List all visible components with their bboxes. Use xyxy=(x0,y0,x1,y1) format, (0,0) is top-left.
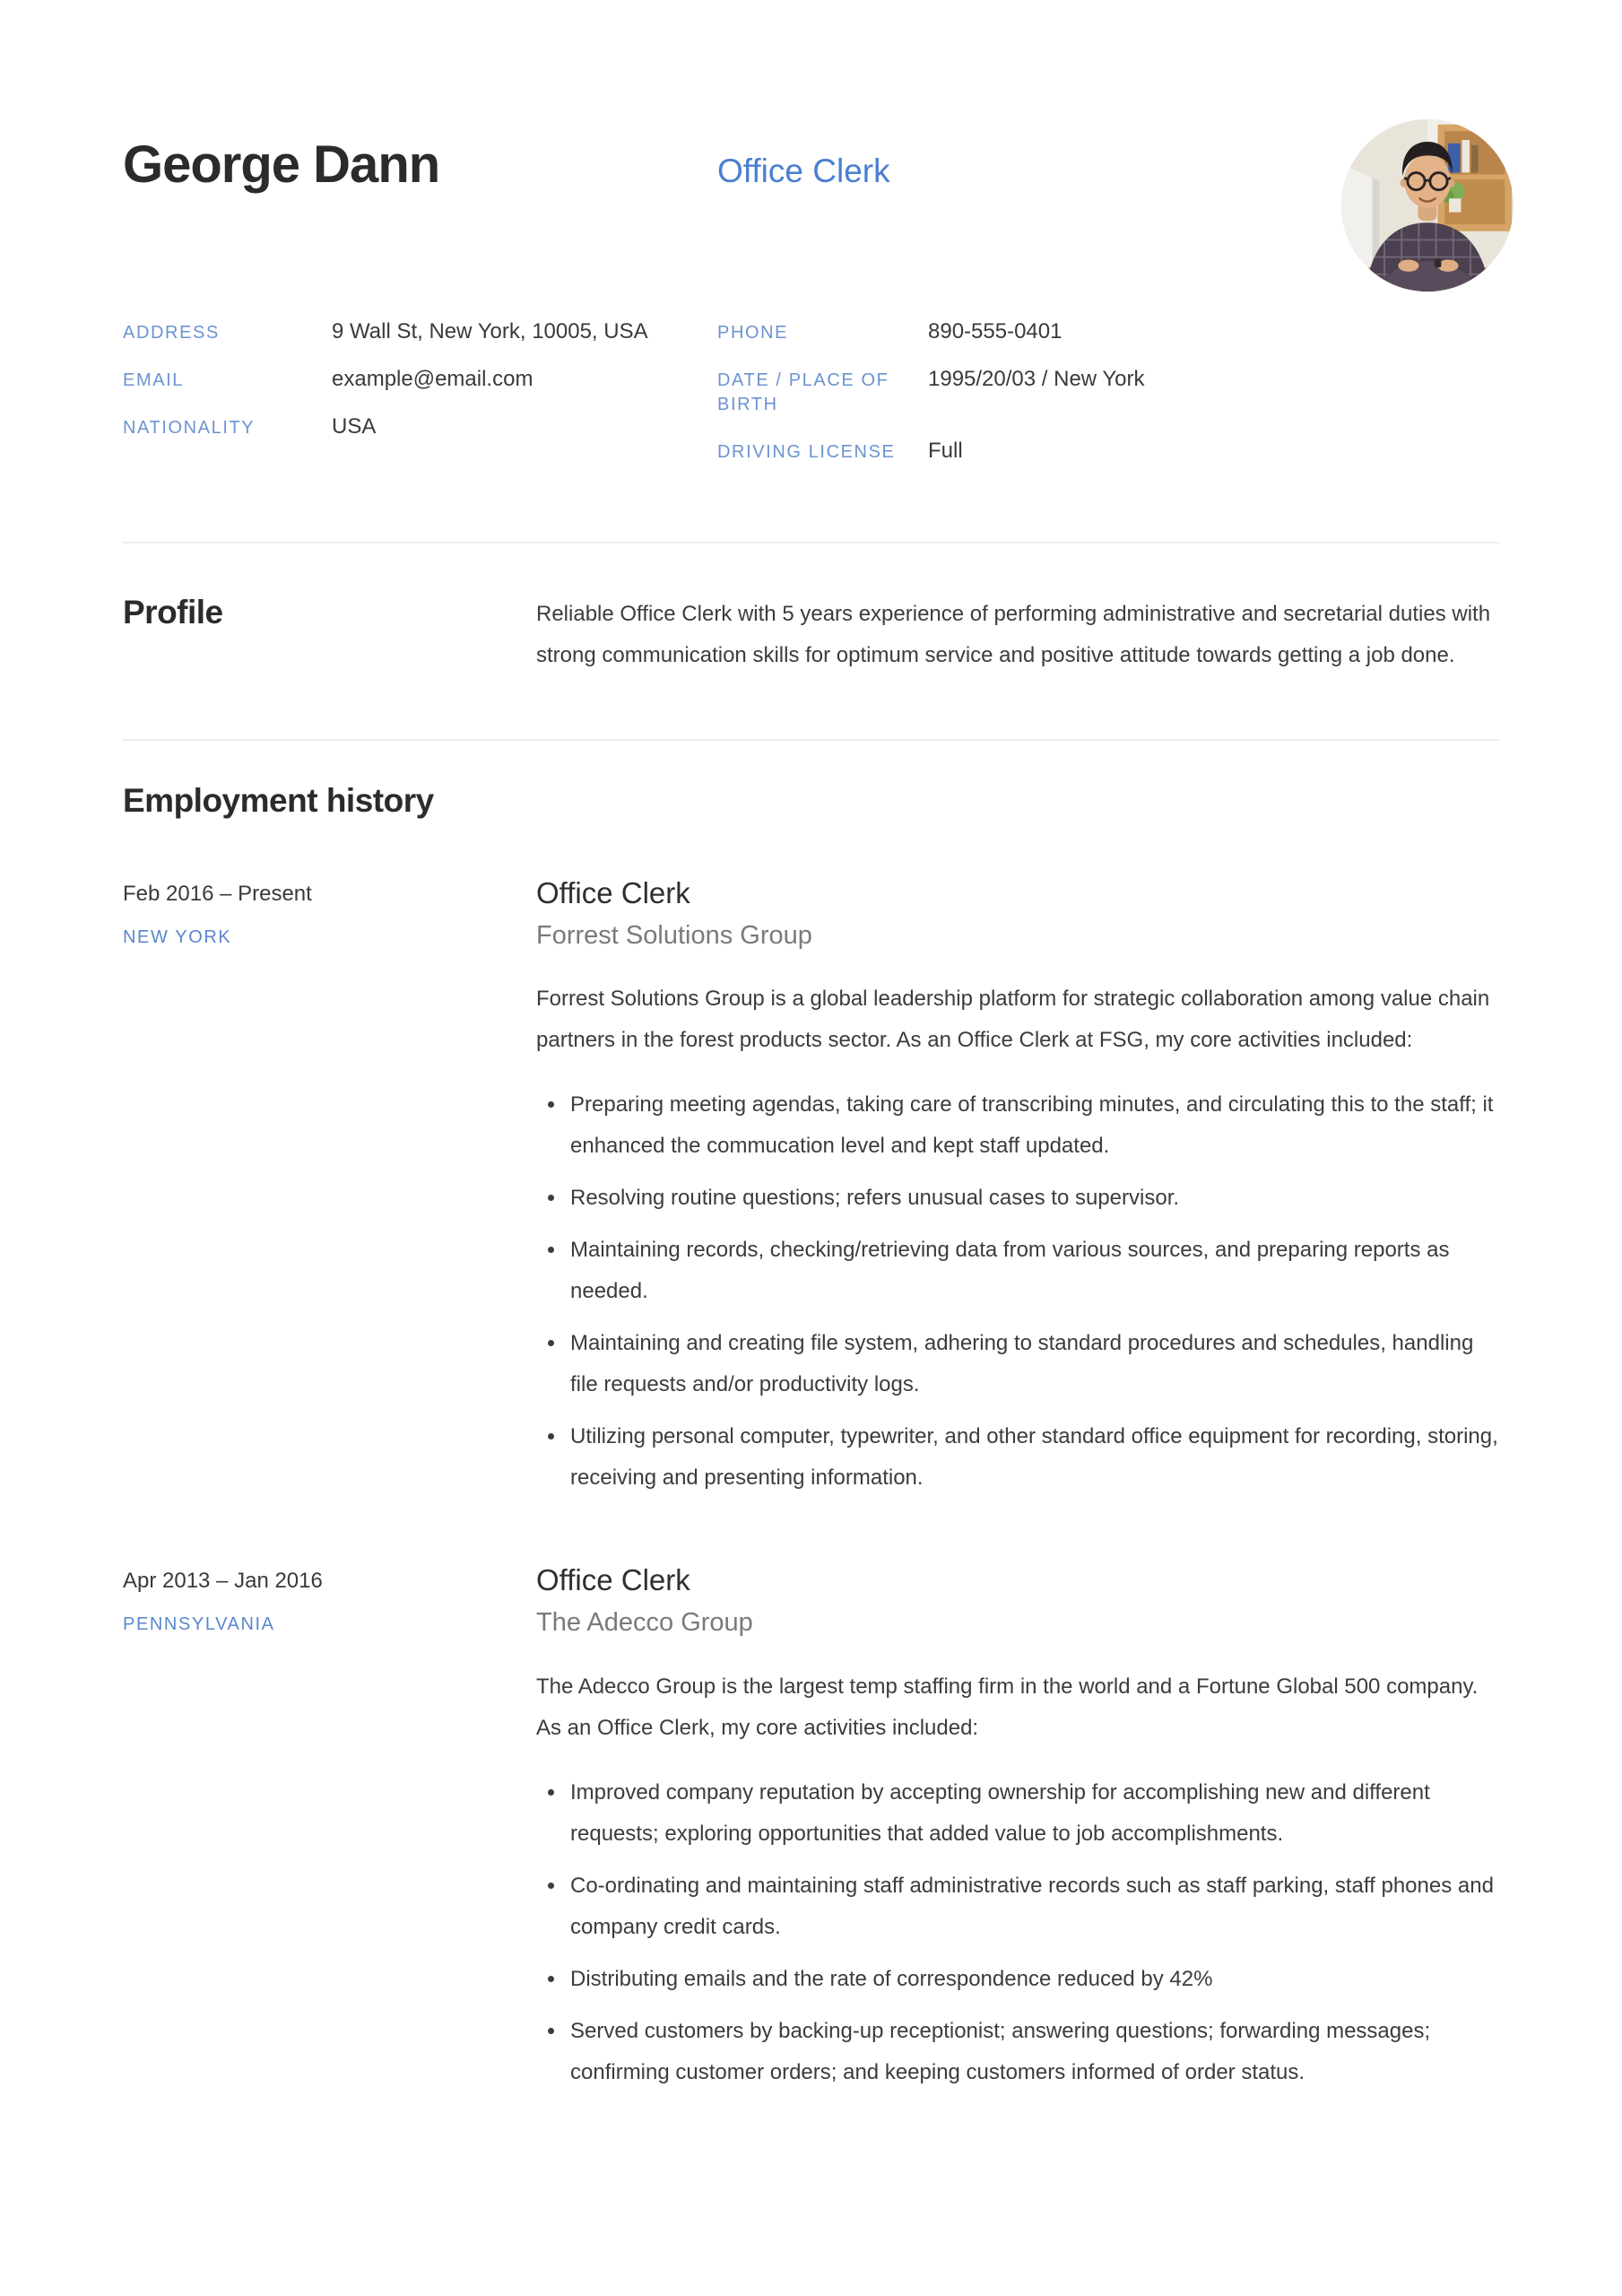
candidate-name: George Dann xyxy=(123,135,440,194)
employment-entry xyxy=(0,1561,1622,2104)
contact-label: DRIVING LICENSE xyxy=(717,441,896,462)
company-name: Forrest Solutions Group xyxy=(536,920,812,950)
section-divider xyxy=(123,739,1499,741)
contact-field-phone xyxy=(717,317,1499,345)
job-meta xyxy=(123,874,536,1510)
job-bullet: • Maintaining and creating file system, adhering to standard procedures and schedules, handling file requests and/or productivity logs. xyxy=(567,1323,1499,1405)
job-bullet-list xyxy=(536,1772,1499,2093)
contact-value: 890-555-0401 xyxy=(928,318,1063,344)
section-divider xyxy=(123,542,1499,544)
company-name: The Adecco Group xyxy=(536,1608,753,1638)
contact-value: USA xyxy=(332,414,377,439)
job-title: Office Clerk xyxy=(536,875,690,909)
job-bullet: • Preparing meeting agendas, taking care of transcribing minutes, and circulating this to the staff; it enhanced the commucation level and kept staff updated. xyxy=(567,1084,1499,1167)
contact-label: ADDRESS xyxy=(123,322,220,343)
contact-field-nationality xyxy=(123,413,717,440)
job-bullet: • Maintaining records, checking/retrieving data from various sources, and preparing reports as needed. xyxy=(567,1230,1499,1312)
job-dates: Feb 2016 – Present xyxy=(123,881,312,906)
contact-field-email xyxy=(123,365,717,393)
employment-section-header xyxy=(0,782,1622,821)
job-bullet: • Co-ordinating and maintaining staff administrative records such as staff parking, staff phones and company credit cards. xyxy=(567,1866,1499,1948)
contact-field-birth xyxy=(717,365,1499,417)
job-bullet-list xyxy=(536,1084,1499,1499)
contact-label: EMAIL xyxy=(123,370,185,390)
contact-field-license xyxy=(717,437,1499,465)
contact-value: 1995/20/03 / New York xyxy=(928,366,1145,391)
contact-value: Full xyxy=(928,438,963,463)
job-title: Office Clerk xyxy=(536,1563,690,1597)
contact-label: PHONE xyxy=(717,322,789,343)
job-summary: Forrest Solutions Group is a global leadership platform for strategic collaboration among value chain partners in the forest products sector. As an Office Clerk at FSG, my core activities included: xyxy=(536,987,1490,1053)
job-bullet: • Resolving routine questions; refers unusual cases to supervisor. xyxy=(567,1178,1499,1219)
job-bullet: • Utilizing personal computer, typewriter, and other standard office equipment for recording, storing, receiving and presenting information. xyxy=(567,1416,1499,1499)
job-details xyxy=(536,874,1499,1510)
profile-heading: Profile xyxy=(123,594,223,631)
job-meta xyxy=(123,1561,536,2104)
profile-photo-illustration xyxy=(1341,119,1514,291)
profile-photo xyxy=(1341,119,1514,291)
profile-text: Reliable Office Clerk with 5 years experience of performing administrative and secretarial duties with strong communication skills for optimum service and positive attitude towards getting a job done. xyxy=(536,602,1491,668)
contact-info xyxy=(123,317,1499,484)
job-dates: Apr 2013 – Jan 2016 xyxy=(123,1569,323,1594)
job-bullet: • Improved company reputation by accepting ownership for accomplishing new and different requests; exploring opportunities that added value to job accomplishments. xyxy=(567,1772,1499,1855)
contact-label: NATIONALITY xyxy=(123,418,256,439)
job-details xyxy=(536,1561,1499,2104)
employment-entry xyxy=(0,874,1622,1510)
job-location: PENNSYLVANIA xyxy=(123,1614,275,1635)
contact-field-address xyxy=(123,317,717,345)
job-bullet: • Served customers by backing-up receptionist; answering questions; forwarding messages; confirming customer orders; and keeping customers informed of order status. xyxy=(567,2011,1499,2093)
contact-column-left xyxy=(123,317,717,484)
candidate-job-title: Office Clerk xyxy=(717,152,890,189)
job-bullet: • Distributing emails and the rate of correspondence reduced by 42% xyxy=(567,1959,1499,2000)
contact-value: example@email.com xyxy=(332,366,533,391)
profile-section xyxy=(0,594,1622,676)
contact-label: DATE / PLACE OF BIRTH xyxy=(717,370,889,414)
contact-column-right xyxy=(717,317,1499,484)
employment-heading: Employment history xyxy=(123,782,434,820)
job-location: NEW YORK xyxy=(123,926,232,947)
job-summary: The Adecco Group is the largest temp staffing firm in the world and a Fortune Global 500 company. As an Office Clerk, my core activities included: xyxy=(536,1674,1479,1740)
contact-value: 9 Wall St, New York, 10005, USA xyxy=(332,318,648,344)
